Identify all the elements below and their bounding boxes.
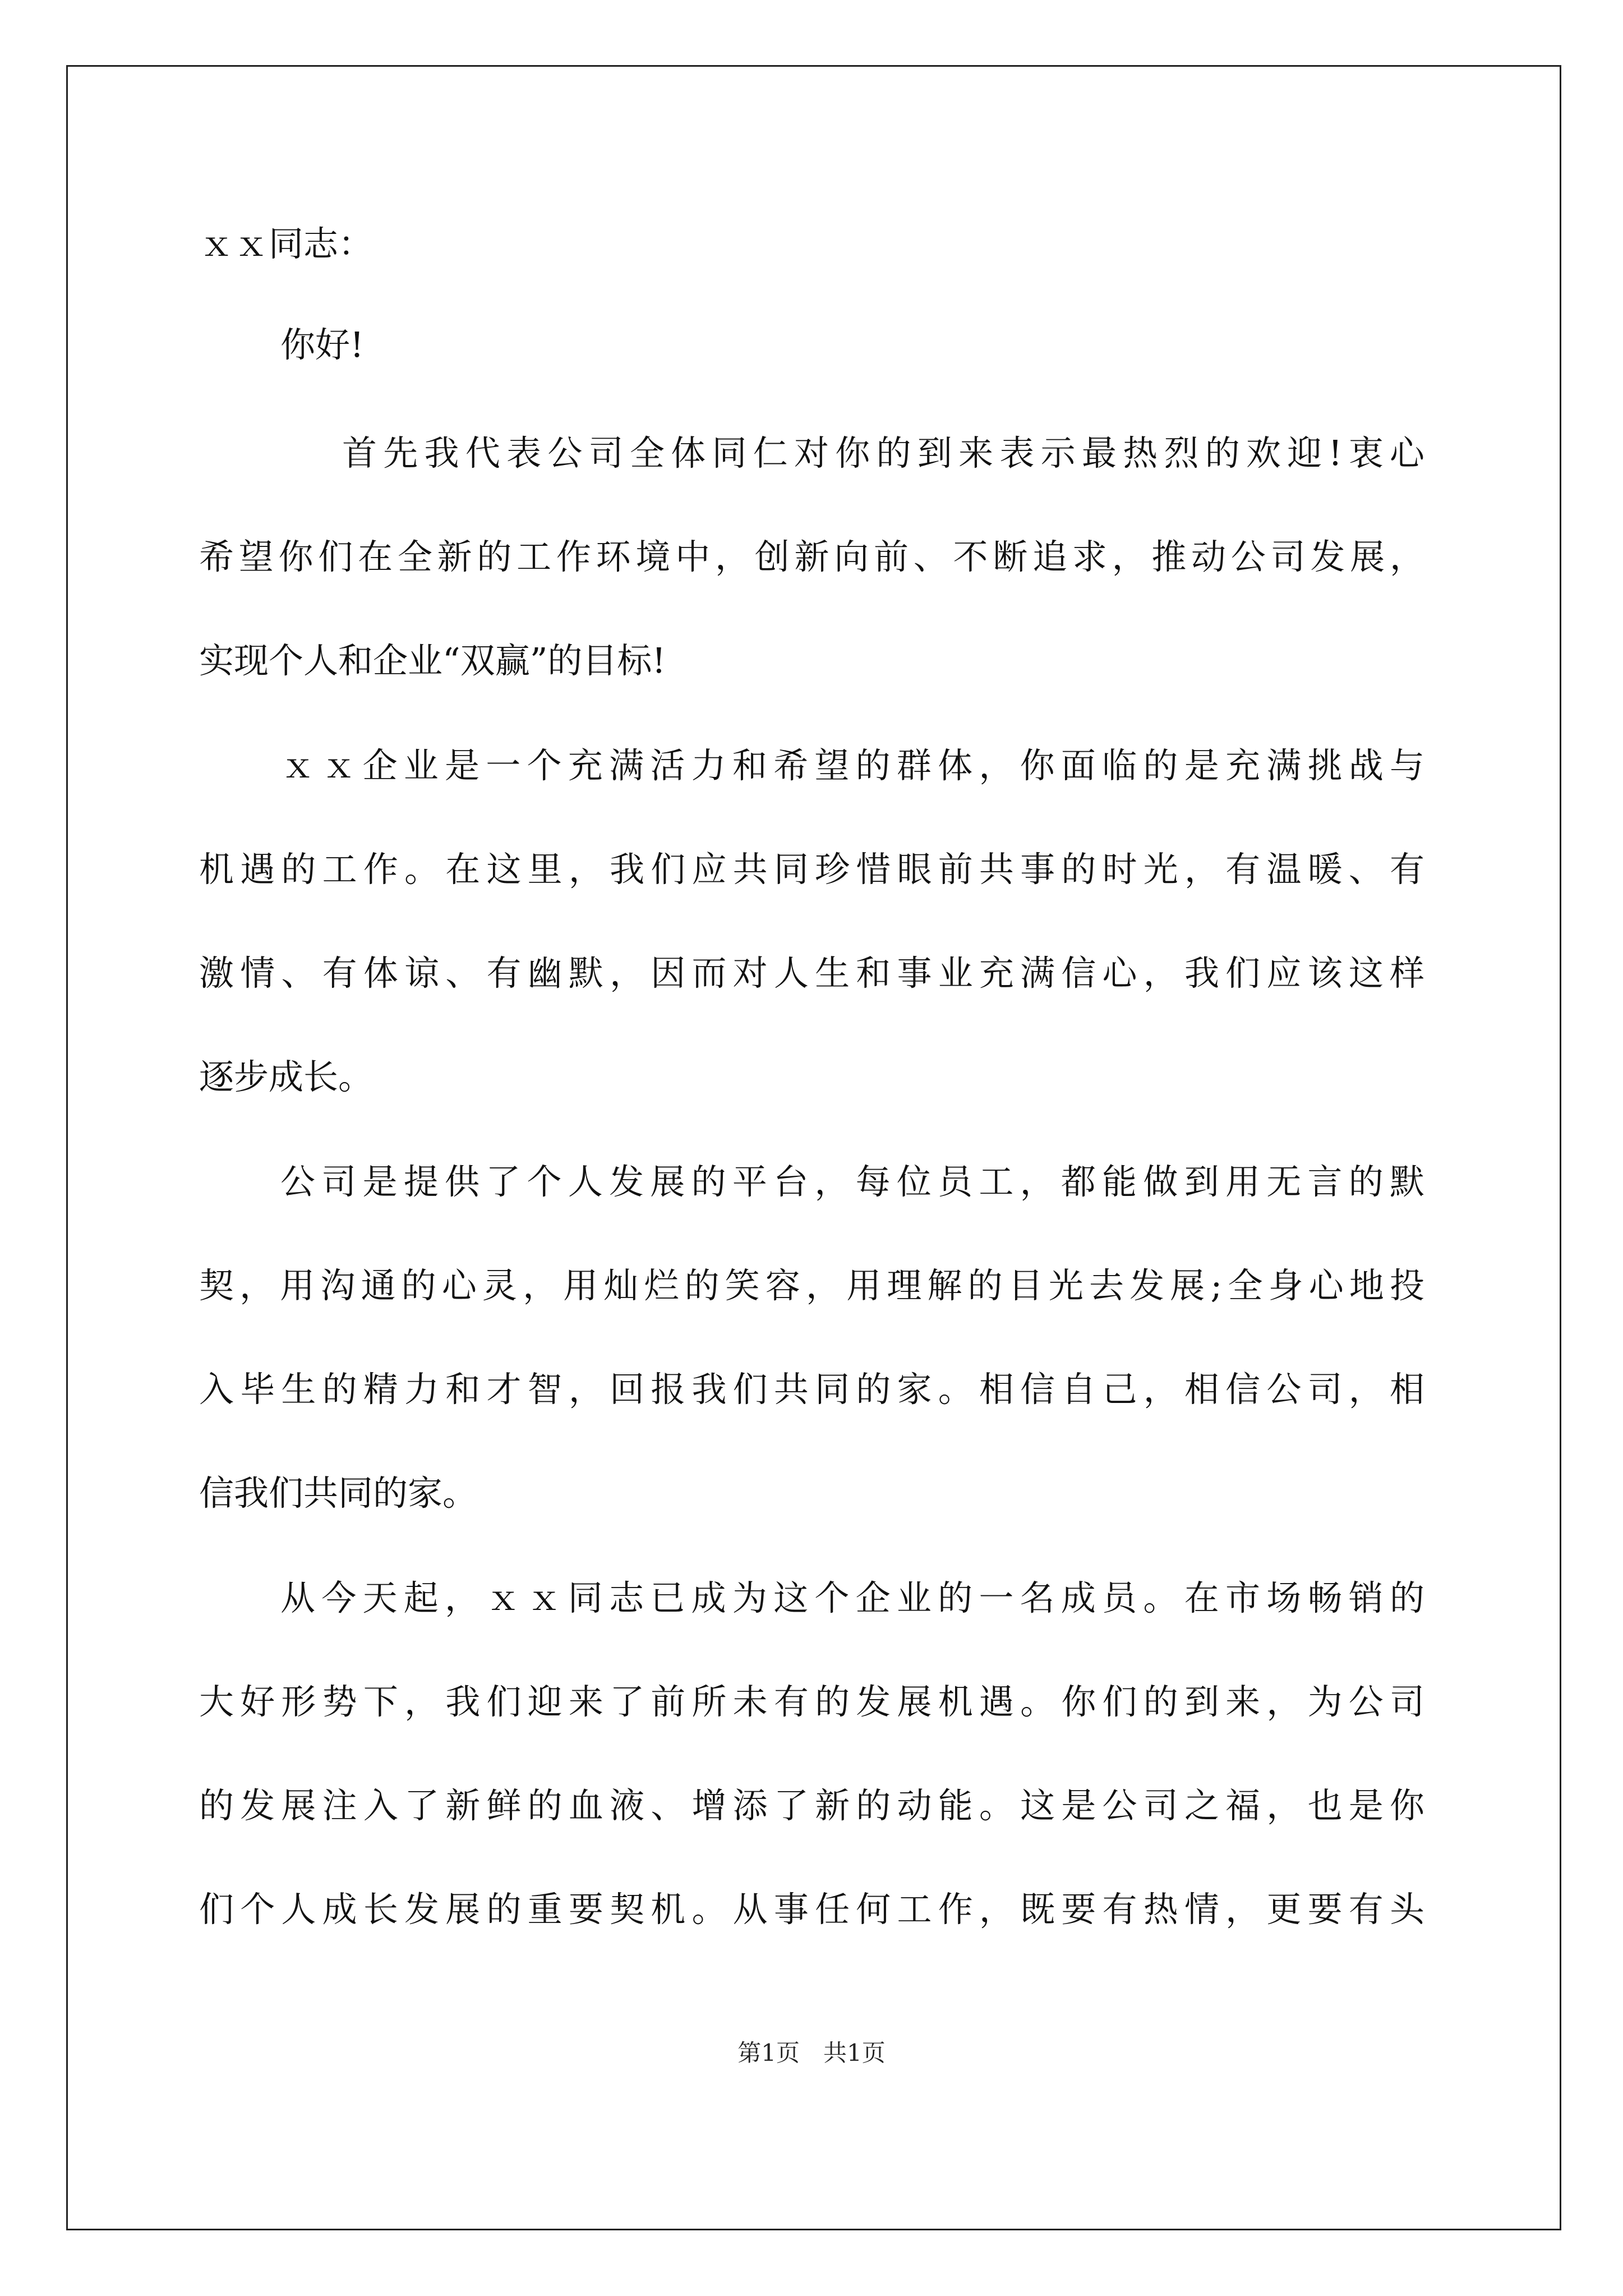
paragraph-line: 希望你们在全新的工作环境中，创新向前、不断追求，推动公司发展， [199,536,1424,577]
salutation: ｘｘ同志： [199,223,374,264]
paragraph-line: 逐步成长。 [199,1056,374,1097]
paragraph-line: 公司是提供了个人发展的平台，每位员工，都能做到用无言的默 [280,1161,1424,1202]
page-footer: 第1页 共1页 [737,2039,886,2067]
paragraph-line: 首先我代表公司全体同仁对你的到来表示最热烈的欢迎!衷心 [342,432,1424,473]
paragraph-line: 信我们共同的家。 [199,1473,478,1513]
greeting: 你好! [280,324,364,365]
paragraph-line: 们个人成长发展的重要契机。从事任何工作，既要有热情，更要有头 [199,1889,1424,1930]
paragraph-line: 机遇的工作。在这里，我们应共同珍惜眼前共事的时光，有温暖、有 [199,849,1424,890]
paragraph-line: 的发展注入了新鲜的血液、增添了新的动能。这是公司之福，也是你 [199,1785,1424,1826]
paragraph-line: 入毕生的精力和才智，回报我们共同的家。相信自己，相信公司，相 [199,1369,1424,1410]
paragraph-line: 实现个人和企业“双赢”的目标! [199,640,666,681]
paragraph-line: ｘｘ企业是一个充满活力和希望的群体，你面临的是充满挑战与 [280,745,1424,786]
paragraph-line: 契，用沟通的心灵，用灿烂的笑容，用理解的目光去发展;全身心地投 [199,1265,1424,1306]
paragraph-line: 从今天起，ｘｘ同志已成为这个企业的一名成员。在市场畅销的 [280,1577,1424,1618]
paragraph-line: 激情、有体谅、有幽默，因而对人生和事业充满信心，我们应该这样 [199,953,1424,993]
paragraph-line: 大好形势下，我们迎来了前所未有的发展机遇。你们的到来，为公司 [199,1681,1424,1722]
